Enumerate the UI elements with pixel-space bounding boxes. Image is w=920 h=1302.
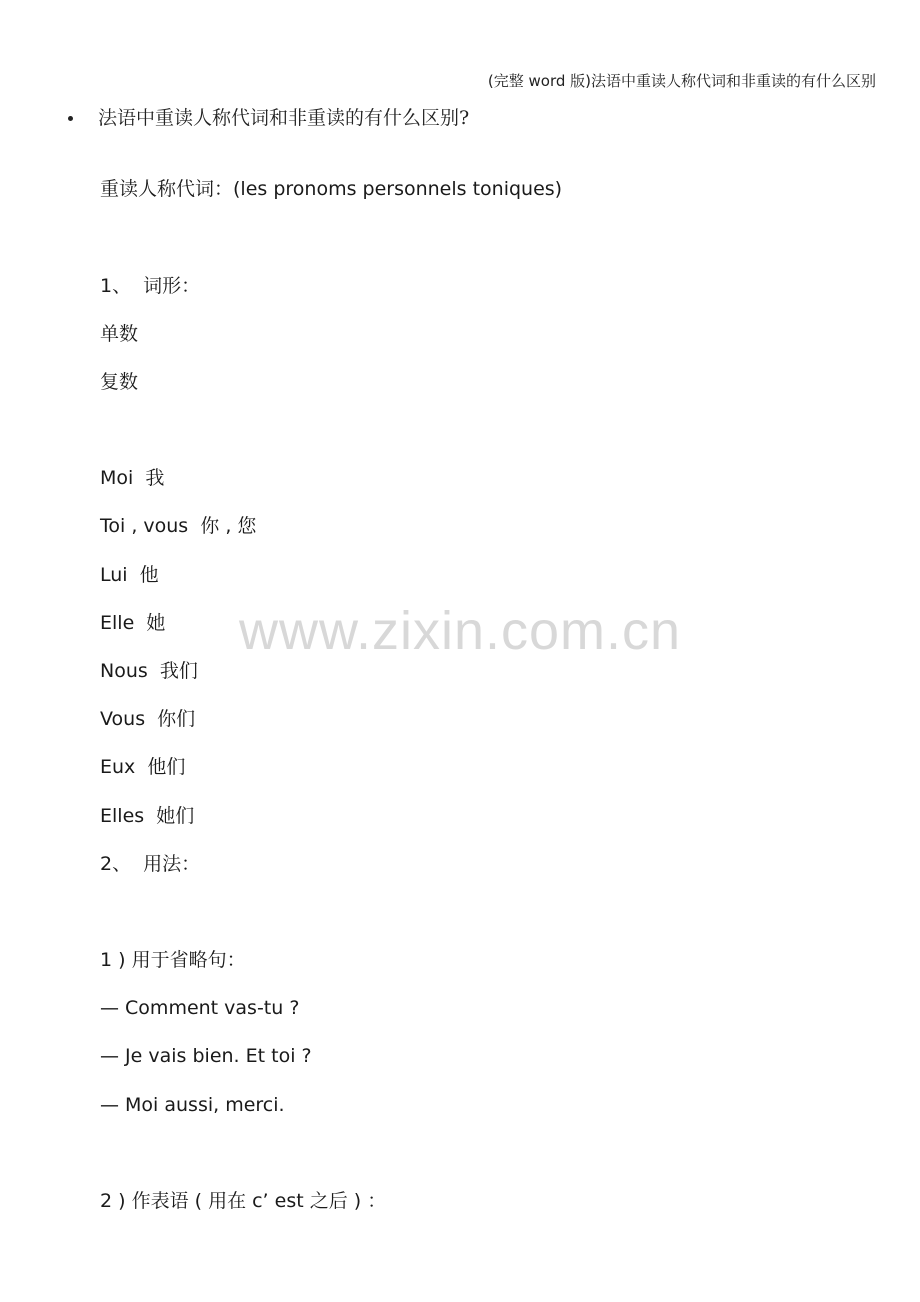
pronoun-row: Eux 他们 [100, 756, 186, 778]
usage2-heading: 2 ) 作表语 ( 用在 c’ est 之后 ) ： [100, 1190, 387, 1212]
question-title: 法语中重读人称代词和非重读的有什么区别? [98, 107, 470, 129]
usage1-heading: 1 ) 用于省略句： [100, 949, 246, 971]
pronoun-row: Elles 她们 [100, 805, 195, 827]
pronoun-row: Vous 你们 [100, 708, 196, 730]
watermark: www.zixin.com.cn [238, 601, 682, 661]
label-plural: 复数 [100, 371, 139, 393]
dialogue-line: — Comment vas-tu ? [100, 997, 300, 1019]
section1-heading: 1、 词形： [100, 275, 201, 297]
bullet-icon [68, 116, 73, 121]
pronoun-row: Toi , vous 你 , 您 [100, 515, 257, 537]
pronoun-row: Lui 他 [100, 564, 159, 586]
label-singular: 单数 [100, 323, 139, 345]
page-header: (完整 word 版)法语中重读人称代词和非重读的有什么区别 [487, 72, 876, 90]
section2-heading: 2、 用法： [100, 853, 201, 875]
subtitle: 重读人称代词：(les pronoms personnels toniques) [100, 178, 563, 200]
pronoun-row: Elle 她 [100, 612, 166, 634]
pronoun-row: Moi 我 [100, 467, 165, 489]
dialogue-line: — Moi aussi, merci. [100, 1094, 285, 1116]
dialogue-line: — Je vais bien. Et toi ? [100, 1045, 312, 1067]
question-bullet-item [68, 103, 469, 130]
pronoun-row: Nous 我们 [100, 660, 198, 682]
